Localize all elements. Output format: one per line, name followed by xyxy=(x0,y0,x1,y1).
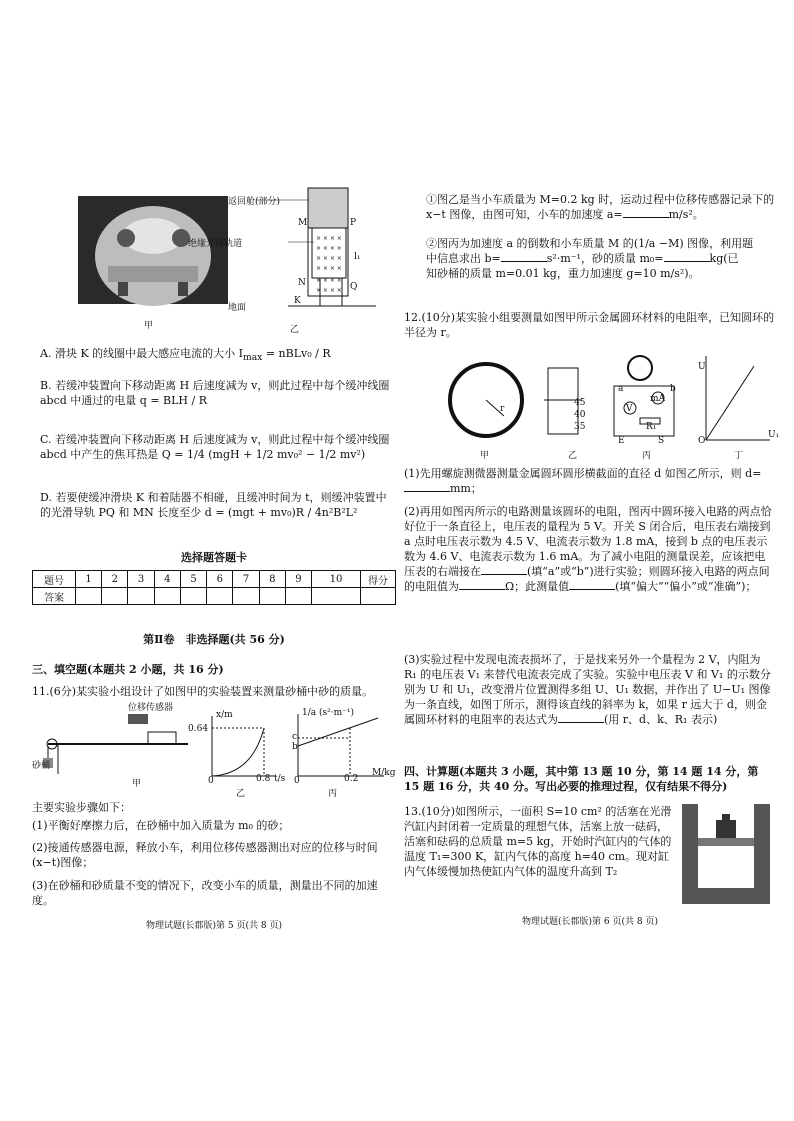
q11-bing-label: 丙 xyxy=(328,789,338,799)
u1-label: U₁ xyxy=(768,430,780,440)
q-label: Q xyxy=(350,282,358,292)
svg-text:× × × ×: × × × × xyxy=(316,255,342,262)
q12-bing-label: 丙 xyxy=(642,451,652,461)
q13-text: 13.(10分)如图所示，一面积 S=10 cm² 的活塞在光滑汽缸内封闭着一定质量的理想气体，活塞上放一砝码，活塞和砝码的总质量 m=5 kg，开始时汽缸内的气体的温度 T₁=300 K，缸内气体的高度 h=40 cm。现对缸内气体缓慢加热使缸内气体的温度升高到 T₂ xyxy=(404,805,672,878)
cylinder-diagram xyxy=(678,800,774,908)
p-label: P xyxy=(350,218,357,228)
yi-y-label: x/m xyxy=(216,710,233,720)
q12-figures xyxy=(444,346,774,462)
fig-yi-label: 乙 xyxy=(290,325,300,335)
sensor-label: 位移传感器 xyxy=(128,703,174,713)
q11-step-2: (2)接通传感器电源，释放小车，利用位移传感器测出对应的位移与时间(x−t)图像； xyxy=(32,841,378,869)
answer-blank-resistance[interactable] xyxy=(459,579,505,590)
q11-step-1: (1)平衡好摩擦力后，在砂桶中加入质量为 m₀ 的砂； xyxy=(32,819,290,832)
answer-blank-m0[interactable] xyxy=(664,251,710,262)
bing-x-value: 0.2 xyxy=(344,774,359,784)
answer-blank-resistivity[interactable] xyxy=(558,712,604,723)
option-a: A. 滑块 K 的线圈中最大感应电流的大小 $I_{max}$ = nBLv₀ / R xyxy=(40,347,331,364)
m-label: M xyxy=(298,218,308,228)
q12-part3: (3)实验过程中发现电流表损坏了，于是找来另外一个量程为 2 V，内阻为 R₁ 的电压表 V₁ 来替代电流表完成了实验。实验中电压表 V 和 V₁ 的示数分别为 U 和 U₁，改变滑片位置测得多组 U、U₁ 数据，并作出了 U−U₁ 图像为一条直线，如图丁所示，测得该直线的斜率为 k，如果 r 远大于 d，则金属圆环材料的电阻率的表达式为 (用 r、d、k、R₁ 表示) xyxy=(404,653,771,726)
option-d: D. 若要使缓冲滑块 K 和着陆器不相碰，且缓冲时间为 t，则缓冲装置中的光滑导轨 PQ 和 MN 长度至少 d = (mgt + mv₀)R / 4n²B²L² xyxy=(40,491,387,519)
bucket-label: 砂桶 xyxy=(32,761,51,771)
answer-row-answers xyxy=(33,588,396,605)
svg-text:× × × ×: × × × × xyxy=(316,287,342,294)
row2-label: 答案 xyxy=(33,588,76,605)
yi-value: 0.64 xyxy=(188,724,209,734)
yi-x-unit: t/s xyxy=(274,774,286,784)
row1-label: 题号 xyxy=(33,571,76,588)
b-point-label: b xyxy=(670,384,676,394)
bing-y-label: 1/a (s²·m⁻¹) xyxy=(302,708,354,718)
o-label: O xyxy=(698,436,706,446)
capsule-label: 返回舱(部分) xyxy=(228,197,281,207)
answer-card-title: 选择题答题卡 xyxy=(181,551,247,564)
q12-jia-label: 甲 xyxy=(480,451,490,461)
q12-part2: (2)再用如图丙所示的电路测量该圆环的电阻，图丙中圆环接入电路的两点恰好位于一条直径上，电压表的量程为 5 V。开关 S 闭合后，电压表右端接到 a 点时电压表示数为 4.5 V、电流表示数为 1.8 mA，接到 b 点的电压表示数为 4.6 V、电流表示数为 1.6 mA。为了减小电阻的测量误差，应该把电压表的右端接在 (填“a”或“b”)进行实验；则圆环接入电路的两点间的电阻值为 Ω；此测量值 (填“偏大”“偏小”或“准确”)； xyxy=(404,505,772,593)
r1-label: R₁ xyxy=(646,422,657,432)
answer-blank-b[interactable] xyxy=(501,251,547,262)
q11-intro: 11.(6分)某实验小组设计了如图甲的实验装置来测量砂桶中砂的质量。 xyxy=(32,685,374,698)
bing-x-unit: M/kg xyxy=(372,768,396,778)
e-label: E xyxy=(618,436,625,446)
q11-part2: ②图丙为加速度 a 的倒数和小车质量 M 的(1/a −M) 图像，利用题 中信息求出 b= s²·m⁻¹，砂的质量 m₀= kg(已 知砂桶的质量 m=0.01 kg，重力加速度 g=10 m/s²)。 xyxy=(426,237,754,280)
bing-origin: 0 xyxy=(294,776,300,786)
q12-part1: (1)先用螺旋测微器测量金属圆环圆形横截面的直径 d 如图乙所示，则 d=mm； xyxy=(404,467,762,495)
q11-step-3: (3)在砂桶和砂质量不变的情况下，改变小车的质量，测量出不同的加速度。 xyxy=(32,879,378,907)
svg-text:× × × ×: × × × × xyxy=(316,235,342,242)
k-label: K xyxy=(294,296,301,306)
footer-left: 物理试题(长郡版)第 5 页(共 8 页) xyxy=(146,921,282,931)
q11-part1: ①图乙是当小车质量为 M=0.2 kg 时，运动过程中位移传感器记录下的 x−t 图像，由图可知，小车的加速度 a= m/s²。 xyxy=(426,193,775,221)
capsule-photo xyxy=(78,196,228,316)
footer-right: 物理试题(长郡版)第 6 页(共 8 页) xyxy=(522,917,658,927)
q12-yi-label: 乙 xyxy=(568,451,578,461)
v-label: V xyxy=(626,404,633,414)
answer-blank-accuracy[interactable] xyxy=(569,579,615,590)
answer-row-numbers: 题号 1 2 3 4 5 6 7 8 9 10 得分 xyxy=(33,571,396,588)
track-label: 绝缘光滑轨道 xyxy=(188,239,243,249)
ma-label: mA xyxy=(650,394,666,404)
a-point-label: a xyxy=(618,384,624,394)
bing-c-label: c xyxy=(292,732,298,742)
ground-label: 地面 xyxy=(228,303,247,313)
section3-title: 三、填空题(本题共 2 小题，共 16 分) xyxy=(32,663,224,676)
tick-40: 40 xyxy=(574,410,586,420)
yi-origin: 0 xyxy=(208,776,214,786)
q11-jia-label: 甲 xyxy=(132,779,142,789)
svg-text:× × × ×: × × × × xyxy=(316,265,342,272)
q12-intro: 12.(10分)某实验小组要测量如图甲所示金属圆环材料的电阻率，已知圆环的半径为 r。 xyxy=(404,311,775,339)
yi-x-value: 0.8 xyxy=(256,774,271,784)
svg-text:× × × ×: × × × × xyxy=(316,277,342,284)
n-label: N xyxy=(298,278,306,288)
answer-blank-a[interactable] xyxy=(623,207,669,218)
answer-blank-endpoint[interactable] xyxy=(481,564,527,575)
answer-blank-d[interactable] xyxy=(404,481,450,492)
l1-label: l₁ xyxy=(354,252,361,262)
svg-text:× × × ×: × × × × xyxy=(316,245,342,252)
fig-jia-label: 甲 xyxy=(144,321,154,331)
tick-45: 45 xyxy=(574,398,586,408)
option-b: B. 若缓冲装置向下移动距离 H 后速度减为 v，则此过程中每个缓冲线圈 abcd 中通过的电量 q = BLH / R xyxy=(40,379,390,407)
score-label: 得分 xyxy=(361,571,396,588)
s-label: S xyxy=(658,436,665,446)
q11-steps-title: 主要实验步骤如下： xyxy=(32,801,131,814)
option-c: C. 若缓冲装置向下移动距离 H 后速度减为 v，则此过程中每个缓冲线圈 abcd 中产生的焦耳热是 Q = 1/4 (mgH + 1/2 mv₀² − 1/2 mv²) xyxy=(40,433,390,461)
section4-title: 四、计算题(本题共 3 小题，其中第 13 题 10 分，第 14 题 14 分，第 15 题 16 分，共 40 分。写出必要的推理过程，仅有结果不得分) xyxy=(404,765,759,793)
answer-card-table xyxy=(32,570,396,605)
part2-title: 第Ⅱ卷 非选择题(共 56 分) xyxy=(143,633,285,646)
r-label: r xyxy=(500,404,505,414)
tick-35: 35 xyxy=(574,422,586,432)
q12-ding-label: 丁 xyxy=(734,451,744,461)
q11-yi-label: 乙 xyxy=(236,789,246,799)
bing-b-label: b xyxy=(292,742,298,752)
u-label: U xyxy=(698,362,706,372)
